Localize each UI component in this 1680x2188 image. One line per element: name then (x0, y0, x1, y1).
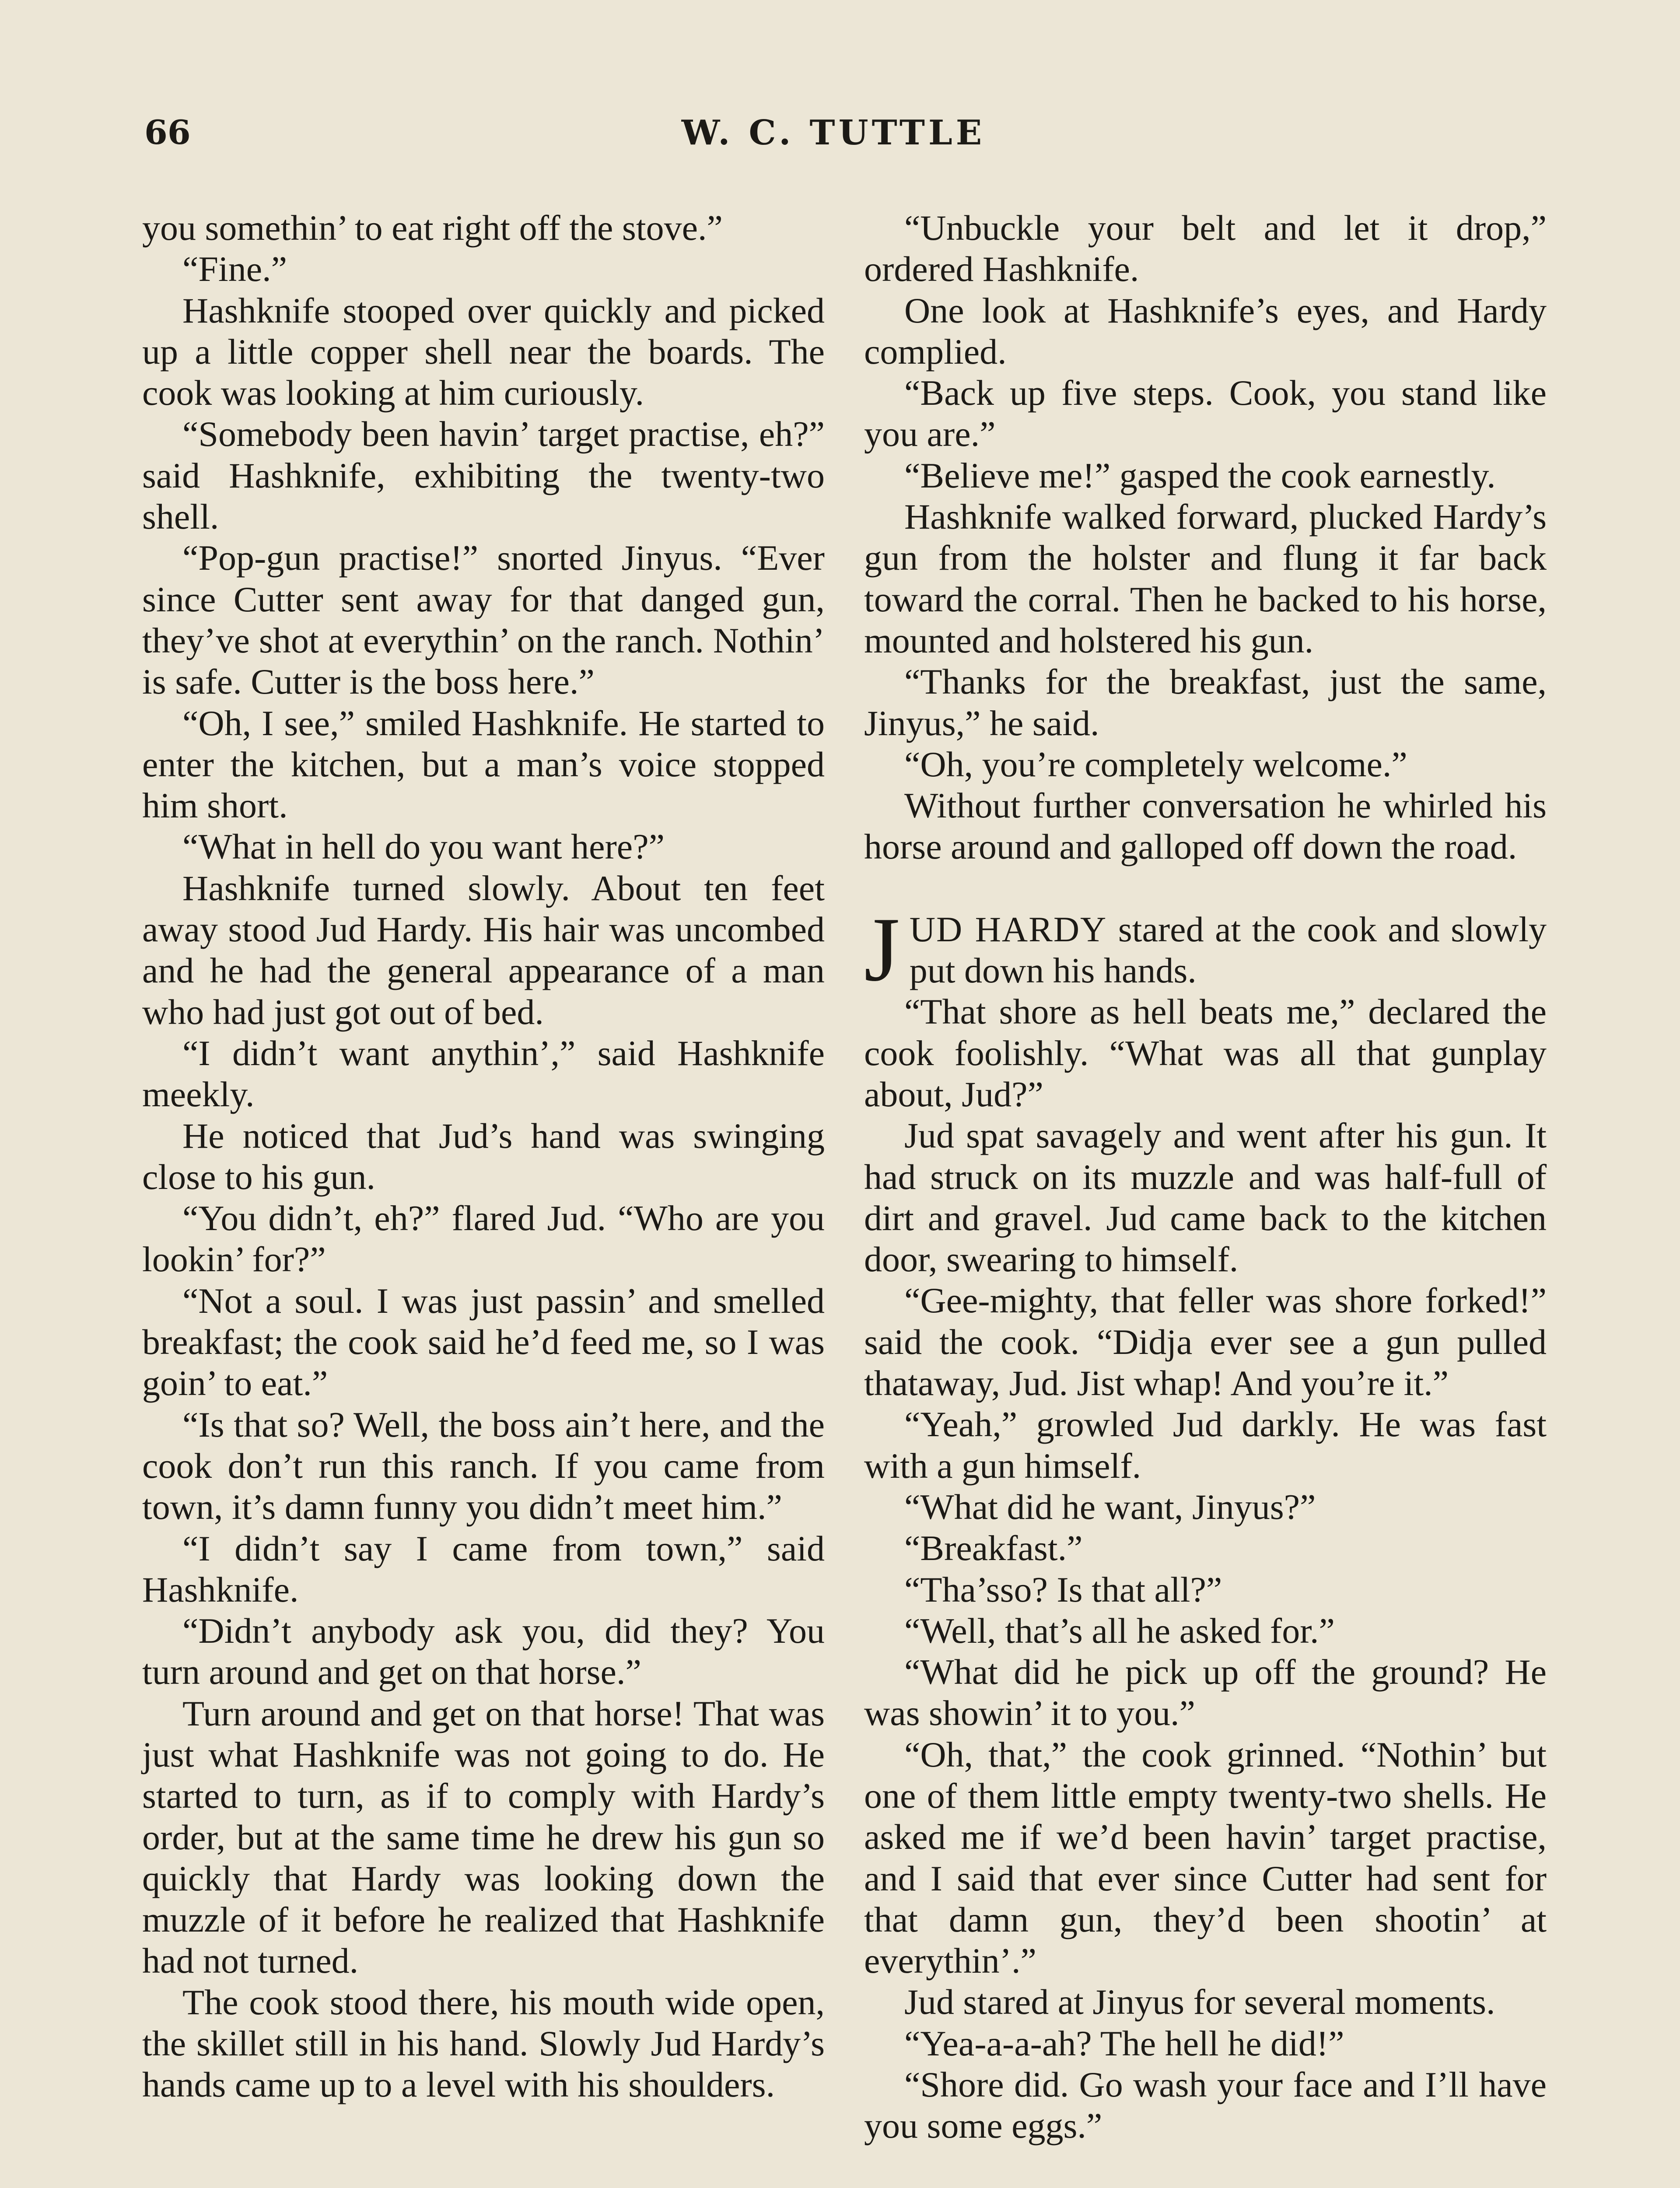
paragraph: He noticed that Jud’s hand was swinging close to his gun. (142, 1115, 825, 1197)
paragraph: “Yeah,” growled Jud darkly. He was fast with a gun himself. (864, 1404, 1547, 1486)
paragraph: “Oh, you’re completely welcome.” (904, 744, 1407, 784)
paragraph: “Well, that’s all he asked for.” (904, 1610, 1335, 1651)
section-opening-text: stared at the cook and slowly put down his hands. (909, 909, 1547, 991)
paragraph: Hashknife walked forward, plucked Hardy’s gun from the holster and flung it far back toward the corral. Then he backed to his horse, mounted and holstered his gun. (864, 497, 1547, 660)
paragraph: “Oh, I see,” smiled Hashknife. He started to enter the kitchen, but a man’s voice stopped him short. (142, 703, 825, 826)
paragraph: “Thanks for the breakfast, just the same, Jinyus,” he said. (864, 662, 1547, 743)
paragraph: “What did he pick up off the ground? He was showin’ it to you.” (864, 1652, 1547, 1733)
paragraph: “Not a soul. I was just passin’ and smelled breakfast; the cook said he’d feed me, so I was goin’ to eat.” (142, 1280, 825, 1403)
paragraph: “Oh, that,” the cook grinned. “Nothin’ but one of them little empty twenty-two shells. He asked me if we’d been havin’ target practise, and I said that ever since Cutter had sent for that damn gun, they’d been shootin’ at everythin’.” (864, 1734, 1547, 1981)
paragraph: “Shore did. Go wash your face and I’ll have you some eggs.” (864, 2065, 1547, 2146)
paragraph: “I didn’t say I came from town,” said Hashknife. (142, 1528, 825, 1609)
paragraph: “Tha’sso? Is that all?” (904, 1569, 1222, 1609)
paragraph: “Fine.” (182, 249, 287, 289)
paragraph: Jud stared at Jinyus for several moments. (904, 1982, 1495, 2022)
paragraph: “Didn’t anybody ask you, did they? You turn around and get on that horse.” (142, 1611, 825, 1692)
paragraph: “Breakfast.” (904, 1528, 1083, 1568)
paragraph: “Pop-gun practise!” snorted Jinyus. “Ever since Cutter sent away for that danged gun, they’ve shot at everythin’ on the ranch. Nothin’ is safe. Cutter is the boss here.” (142, 538, 825, 702)
paragraph: “I didn’t want anythin’,” said Hashknife meekly. (142, 1033, 825, 1115)
running-head: W. C. TUTTLE (681, 113, 986, 153)
section-opening-paragraph (864, 898, 1547, 1000)
paragraph: “Somebody been havin’ target practise, eh?” said Hashknife, exhibiting the twenty-two shell. (142, 414, 825, 537)
small-caps-lead: UD HARDY (909, 909, 1107, 949)
paragraph: Turn around and get on that horse! That was just what Hashknife was not going to do. He started to turn, as if to comply with Hardy’s order, but at the same time he drew his gun so quickly that Hardy was looking down the muzzle of it before he realized that Hashknife had not turned. (142, 1693, 825, 1981)
paragraph: “Believe me!” gasped the cook earnestly. (904, 455, 1496, 495)
paragraph: “Unbuckle your belt and let it drop,” ordered Hashknife. (864, 208, 1547, 289)
paragraph: “Yea-a-a-ah? The hell he did!” (904, 2023, 1344, 2063)
page-number: 66 (144, 113, 191, 152)
paragraph: “What in hell do you want here?” (182, 827, 665, 867)
page-header (144, 113, 1522, 161)
left-column (142, 207, 825, 2106)
paragraph: “That shore as hell beats me,” declared the cook foolishly. “What was all that gunplay about, Jud?” (864, 992, 1547, 1114)
paragraph: One look at Hashknife’s eyes, and Hardy complied. (864, 290, 1547, 372)
paragraph: “You didn’t, eh?” flared Jud. “Who are you lookin’ for?” (142, 1198, 825, 1280)
paragraph: Jud spat savagely and went after his gun. It had struck on its muzzle and was half-full of dirt and gravel. Jud came back to the kitchen door, swearing to himself. (864, 1115, 1547, 1280)
paragraph: Hashknife stooped over quickly and picked up a little copper shell near the boards. The cook was looking at him curiously. (142, 290, 825, 413)
paragraph: you somethin’ to eat right off the stove.” (142, 208, 723, 248)
drop-cap: J (864, 898, 900, 1000)
paragraph: “Back up five steps. Cook, you stand like you are.” (864, 373, 1547, 454)
paragraph: “What did he want, Jinyus?” (904, 1487, 1316, 1527)
paragraph: Hashknife turned slowly. About ten feet away stood Jud Hardy. His hair was uncombed and he had the general appearance of a man who had just got out of bed. (142, 868, 825, 1032)
right-column (864, 207, 1547, 2147)
paragraph: The cook stood there, his mouth wide open, the skillet still in his hand. Slowly Jud Hardy’s hands came up to a level with his shoulders. (142, 1982, 825, 2105)
paragraph: “Gee-mighty, that feller was shore forked!” said the cook. “Didja ever see a gun pulled thataway, Jud. Jist whap! And you’re it.” (864, 1280, 1547, 1403)
paragraph: “Is that so? Well, the boss ain’t here, and the cook don’t run this ranch. If you came from town, it’s damn funny you didn’t meet him.” (142, 1404, 825, 1527)
paragraph: Without further conversation he whirled his horse around and galloped off down the road. (864, 785, 1547, 867)
